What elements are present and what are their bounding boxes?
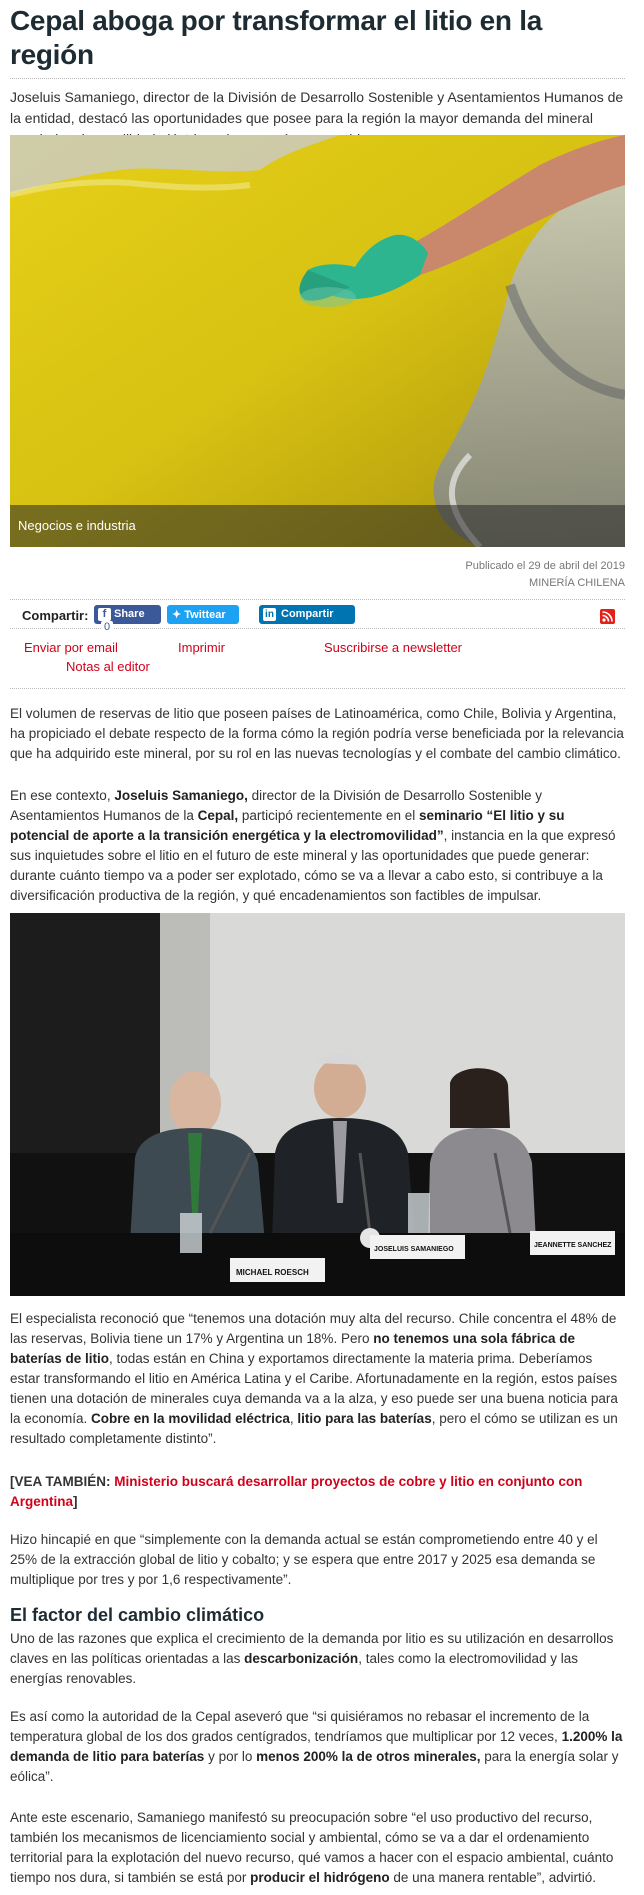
linkedin-share-button[interactable] — [259, 605, 355, 624]
twitter-share-label: Twittear — [184, 609, 226, 621]
nameplate-left: MICHAEL ROESCH — [236, 1268, 309, 1277]
article-tools — [10, 636, 625, 678]
facebook-share-count: 0 — [101, 621, 113, 633]
seminar-panel-photo — [10, 913, 625, 1296]
linkedin-icon: in — [263, 608, 276, 621]
twitter-share-button[interactable] — [167, 605, 239, 624]
lithium-brine-photo — [10, 135, 625, 547]
nameplate-right: JEANNETTE SANCHEZ — [534, 1242, 612, 1249]
newsletter-link[interactable]: Suscribirse a newsletter — [324, 640, 462, 655]
rss-icon[interactable] — [600, 609, 615, 624]
print-link[interactable]: Imprimir — [178, 640, 225, 655]
article-header — [10, 0, 625, 150]
facebook-share-label: Share — [114, 608, 145, 620]
body-paragraph-5: Uno de las razones que explica el crecimiento de la demanda por litio es su utilización en desarrollos claves en las políticas orientadas a las descarbonización, tales como la electromovilidad y las energías renovables. — [10, 1631, 614, 1686]
article-lead: Joseluis Samaniego, director de la División de Desarrollo Sostenible y Asentamientos Humanos de la entidad, destacó las oportunidades que posee para la región la mayor demanda del mineral — [10, 89, 624, 126]
section-heading: El factor del cambio climático — [10, 1605, 265, 1625]
seminar-panel-image — [10, 913, 625, 1296]
lithium-brine-image — [10, 135, 625, 547]
nameplate-middle: JOSELUIS SAMANIEGO — [374, 1246, 454, 1253]
publish-date: Publicado el 29 de abril del 2019 — [465, 560, 625, 572]
publication-info — [465, 558, 625, 592]
body-paragraph-7: Ante este escenario, Samaniego manifestó su preocupación sobre “el uso productivo del recurso, también los mecanismos de licenciamiento social y ambiental, cómo se va a dar el ordenamiento territorial para la explotación del nuevo recurso, qué vamos a hacer con el espacio ambiental, cuánto tiempo nos dura, si también se está por producir el hidrógeno de una manera rentable”, advirtió. — [10, 1810, 614, 1885]
facebook-share-button[interactable] — [94, 605, 161, 633]
facebook-icon: f — [98, 608, 111, 621]
body-paragraph-3: El especialista reconoció que “tenemos una dotación muy alta del recurso. Chile concentra el 48% de las reservas, Bolivia tiene un 17% y Argentina un 18%. Pero no tenemos una sola fábrica de baterías de litio, todas están en China y exportamos directamente la materia prima. Deberíamos estar transformando el litio en América Latina y el Caribe. Afortunadamente en la región, estos países tienen una dotación de minerales cuya demanda va a la alza, y eso puede ser una buena noticia para la economía. Cobre en la movilidad eléctrica, litio para las baterías, pero el cómo se utilizan es un resultado completamente distinto”. — [10, 1311, 618, 1446]
article-title: Cepal aboga por transformar el litio en la región — [10, 0, 625, 79]
share-bar — [10, 599, 625, 633]
share-label: Compartir: — [22, 608, 89, 623]
body-paragraph-4: Hizo hincapié en que “simplemente con la demanda actual se están comprometiendo entre 40 y el 25% de la extracción global de litio y cobalto; y se espera que entre 2017 y 2025 esa demanda se multiplique por tres y por 1,6 respectivamente”. — [10, 1532, 598, 1587]
email-link[interactable]: Enviar por email — [24, 640, 118, 655]
editor-notes-link[interactable]: Notas al editor — [66, 659, 150, 674]
body-paragraph-1: El volumen de reservas de litio que poseen países de Latinoamérica, como Chile, Bolivia y Argentina, ha propiciado el debate respecto de la forma cómo la región podría verse beneficiada por la relevancia que ha adquirido este mineral, por su rol en las nuevas tecnologías y el combate del cambio climático. — [10, 706, 624, 761]
see-also-link[interactable]: Ministerio buscará desarrollar proyectos de cobre y litio en conjunto con Argentina — [10, 1474, 583, 1509]
linkedin-share-label: Compartir — [281, 608, 334, 620]
body-paragraph-2: En ese contexto, Joseluis Samaniego, director de la División de Desarrollo Sostenible y Asentamientos Humanos de la Cepal, participó recientemente en el seminario “El litio y su potencial de aporte a la transición energética y la electromovilidad”, instancia en la que expresó sus inquietudes sobre el litio en el futuro de este mineral y las oportunidades que puede generar: durante cuánto tiempo va a poder ser explotado, cómo se va a llevar a cabo esto, si contribuye a la diversificación productiva de la región, y qué encadenamientos son factibles de impulsar. — [10, 788, 616, 903]
see-also: [VEA TAMBIÉN: Ministerio buscará desarrollar proyectos de cobre y litio en conjunto con Argentina] — [10, 1474, 583, 1509]
photo-caption: Negocios e industria — [10, 505, 625, 547]
source-name: MINERÍA CHILENA — [529, 577, 625, 589]
twitter-icon: ✦ — [172, 609, 182, 621]
body-paragraph-6: Es así como la autoridad de la Cepal aseveró que “si quisiéramos no rebasar el incremento de la temperatura global de los dos grados centígrados, tendríamos que multiplicar por 12 veces, 1.200% la demanda de litio para baterías y por lo menos 200% la de otros minerales, para la energía solar y eólica”. — [10, 1709, 623, 1784]
divider — [10, 688, 625, 689]
